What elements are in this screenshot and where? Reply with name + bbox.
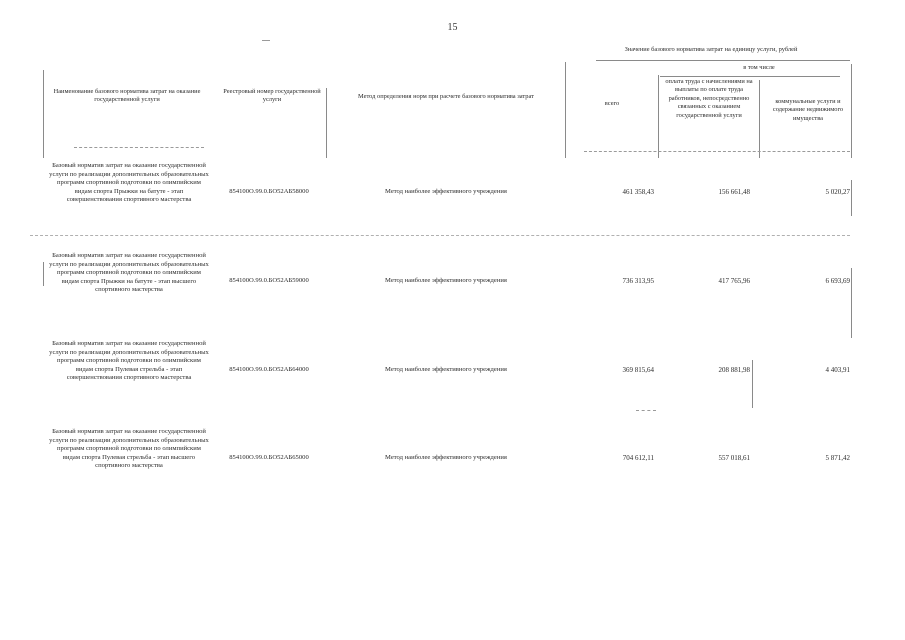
row-2-labor: 417 765,96	[718, 277, 750, 285]
row-1-labor: 156 661,48	[718, 188, 750, 196]
rule-row-1	[851, 180, 852, 216]
row-4-name: Базовый норматив затрат на оказание государственной услуги по реализации дополнительных образовательных программ спортивной подготовки по олимпийским видам спорта Пулевая стрельба - этап высшего спортивного мастерства	[49, 428, 209, 470]
header-name: Наименование базового норматива затрат на оказание государственной услуги	[53, 88, 201, 104]
header-value-group: Значение базового норматива затрат на единицу услуги, рублей	[624, 46, 798, 53]
row-4-labor: 557 018,61	[718, 454, 750, 462]
row-3-name: Базовый норматив затрат на оказание государственной услуги по реализации дополнительных образовательных программ спортивной подготовки по олимпийским видам спорта Пулевая стрельба - этап совершенствования спортивного мастерства	[49, 340, 209, 382]
page-number: 15	[447, 22, 458, 33]
row-4-registry: 854100О.99.0.БО52АБ65000	[229, 454, 309, 461]
rule-left	[43, 70, 44, 158]
row-3-registry: 854100О.99.0.БО52АБ64000	[229, 366, 309, 373]
row-1-method: Метод наиболее эффективного учреждения	[385, 188, 507, 195]
row-3-method: Метод наиболее эффективного учреждения	[385, 366, 507, 373]
row-2-name: Базовый норматив затрат на оказание государственной услуги по реализации дополнительных образовательных программ спортивной подготовки по олимпийским видам спорта Прыжки на батуте - этап высшего спортивного мастерства	[49, 252, 209, 294]
header-method: Метод определения норм при расчете базового норматива затрат	[358, 93, 534, 100]
rule-method-left	[326, 88, 327, 158]
row-1-registry: 854100О.99.0.БО52АБ58000	[229, 188, 309, 195]
row-2-total: 736 313,95	[622, 277, 654, 285]
header-including: в том числе	[743, 64, 775, 71]
row-4-total: 704 612,11	[622, 454, 654, 462]
rule-header-bottom-2	[584, 151, 850, 152]
rule-value-left	[565, 62, 566, 158]
rule-row-1-bottom	[30, 235, 850, 236]
rule-row-3	[752, 360, 753, 408]
rule-row-3-mark	[636, 410, 656, 411]
rule-including-bottom	[660, 76, 840, 77]
rule-labor-left	[658, 75, 659, 158]
row-1-total: 461 358,43	[622, 188, 654, 196]
scan-mark	[262, 40, 270, 41]
header-total: всего	[604, 100, 620, 107]
rule-utilities-left	[759, 80, 760, 158]
header-labor: оплата труда с начислениями на выплаты по оплате труда работников, непосредственно связанных с оказанием государственной услуги	[665, 78, 753, 119]
row-1-name: Базовый норматив затрат на оказание государственной услуги по реализации дополнительных образовательных программ спортивной подготовки по олимпийским видам спорта Прыжки на батуте - этап совершенствования спортивного мастерства	[49, 162, 209, 204]
row-3-labor: 208 881,98	[718, 366, 750, 374]
header-utilities: коммунальные услуги и содержание недвижимого имущества	[772, 98, 844, 122]
row-2-registry: 854100О.99.0.БО52АБ59000	[229, 277, 309, 284]
rule-row-2-left	[43, 262, 44, 286]
rule-right	[851, 64, 852, 158]
row-2-method: Метод наиболее эффективного учреждения	[385, 277, 507, 284]
rule-group-bottom	[596, 60, 850, 61]
row-3-utilities: 4 403,91	[825, 366, 850, 374]
row-2-utilities: 6 693,69	[825, 277, 850, 285]
row-4-utilities: 5 871,42	[825, 454, 850, 462]
header-registry: Реестровый номер государственной услуги	[223, 88, 321, 104]
row-1-utilities: 5 020,27	[825, 188, 850, 196]
row-4-method: Метод наиболее эффективного учреждения	[385, 454, 507, 461]
row-3-total: 369 815,64	[622, 366, 654, 374]
rule-row-2	[851, 268, 852, 338]
rule-header-bottom	[74, 147, 204, 148]
